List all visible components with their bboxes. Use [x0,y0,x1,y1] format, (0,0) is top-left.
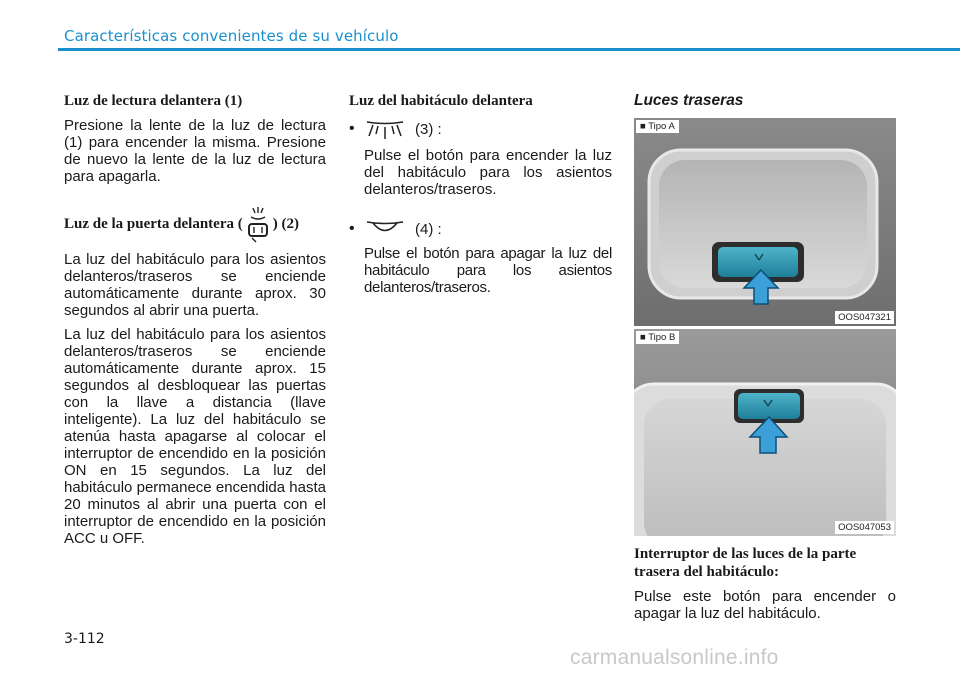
heading-door-light [64,205,326,243]
photo-type-a [634,118,896,326]
page-number: 3-112 [64,631,105,647]
heading-door-light-suffix: ) (2) [272,216,299,232]
column-3 [634,92,896,110]
paragraph-door-light-1: La luz del habitáculo para los asientos delanteros/traseros se enciende automáticamente durante aprox. 30 segundos al abrir una puerta. [64,251,326,319]
bullet-on-text: Pulse el botón para encender la luz del habitáculo para los asientos delanteros/traseros. [364,147,612,198]
photo-a-code: OOS047321 [835,311,894,324]
heading-rear-lamps: Luces traseras [634,92,744,109]
door-light-icon [243,205,273,243]
heading-door-light-prefix: Luz de la puerta delantera ( [64,216,243,232]
paragraph-reading-light: Presione la lente de la luz de lectura (1) para encender la misma. Presione de nuevo la lente de la luz de lectura para apagarla. [64,117,326,185]
room-lamp-on-icon [363,116,407,142]
bullet-off-number: (4) : [415,220,442,238]
photo-b-tag: ■ Tipo B [636,331,679,344]
room-lamp-off-icon [363,218,407,240]
paragraph-door-light-2: La luz del habitáculo para los asientos delanteros/traseros se enciende automáticamente durante aprox. 15 segundos al desbloquear las puertas con la llave a distancia (llave inteligente). La luz del habitáculo se atenúa hasta apagarse al colocar el interruptor de encendido en la posición ON en 15 segundos. La luz del habitáculo permanece encendida hasta 20 minutos al abrir una puerta con el interruptor de encendido en la posición ACC u OFF. [64,326,326,547]
section-title: Características convenientes de su vehículo [64,27,399,45]
watermark: carmanualsonline.info [570,646,779,669]
bullet-on: • (3) : [349,116,612,142]
heading-front-room-lamp: Luz del habitáculo delantera [349,93,533,109]
paragraph-rear-switch: Pulse este botón para encender o apagar la luz del habitáculo. [634,588,896,622]
photo-type-b [634,329,896,536]
bullet-on-number: (3) : [415,120,442,138]
photo-a-tag: ■ Tipo A [636,120,679,133]
column-2 [349,92,612,296]
column-1 [64,92,326,547]
bullet-off: • (4) : [349,218,612,240]
bullet-off-text: Pulse el botón para apagar la luz del habitáculo para los asientos delanteros/traseros. [364,245,612,296]
photo-b-code: OOS047053 [835,521,894,534]
heading-rear-switch: Interruptor de las luces de la parte trasera del habitáculo: [634,546,857,580]
heading-reading-light: Luz de lectura delantera (1) [64,93,243,109]
column-3-lower [634,545,896,622]
header-rule [58,48,960,51]
